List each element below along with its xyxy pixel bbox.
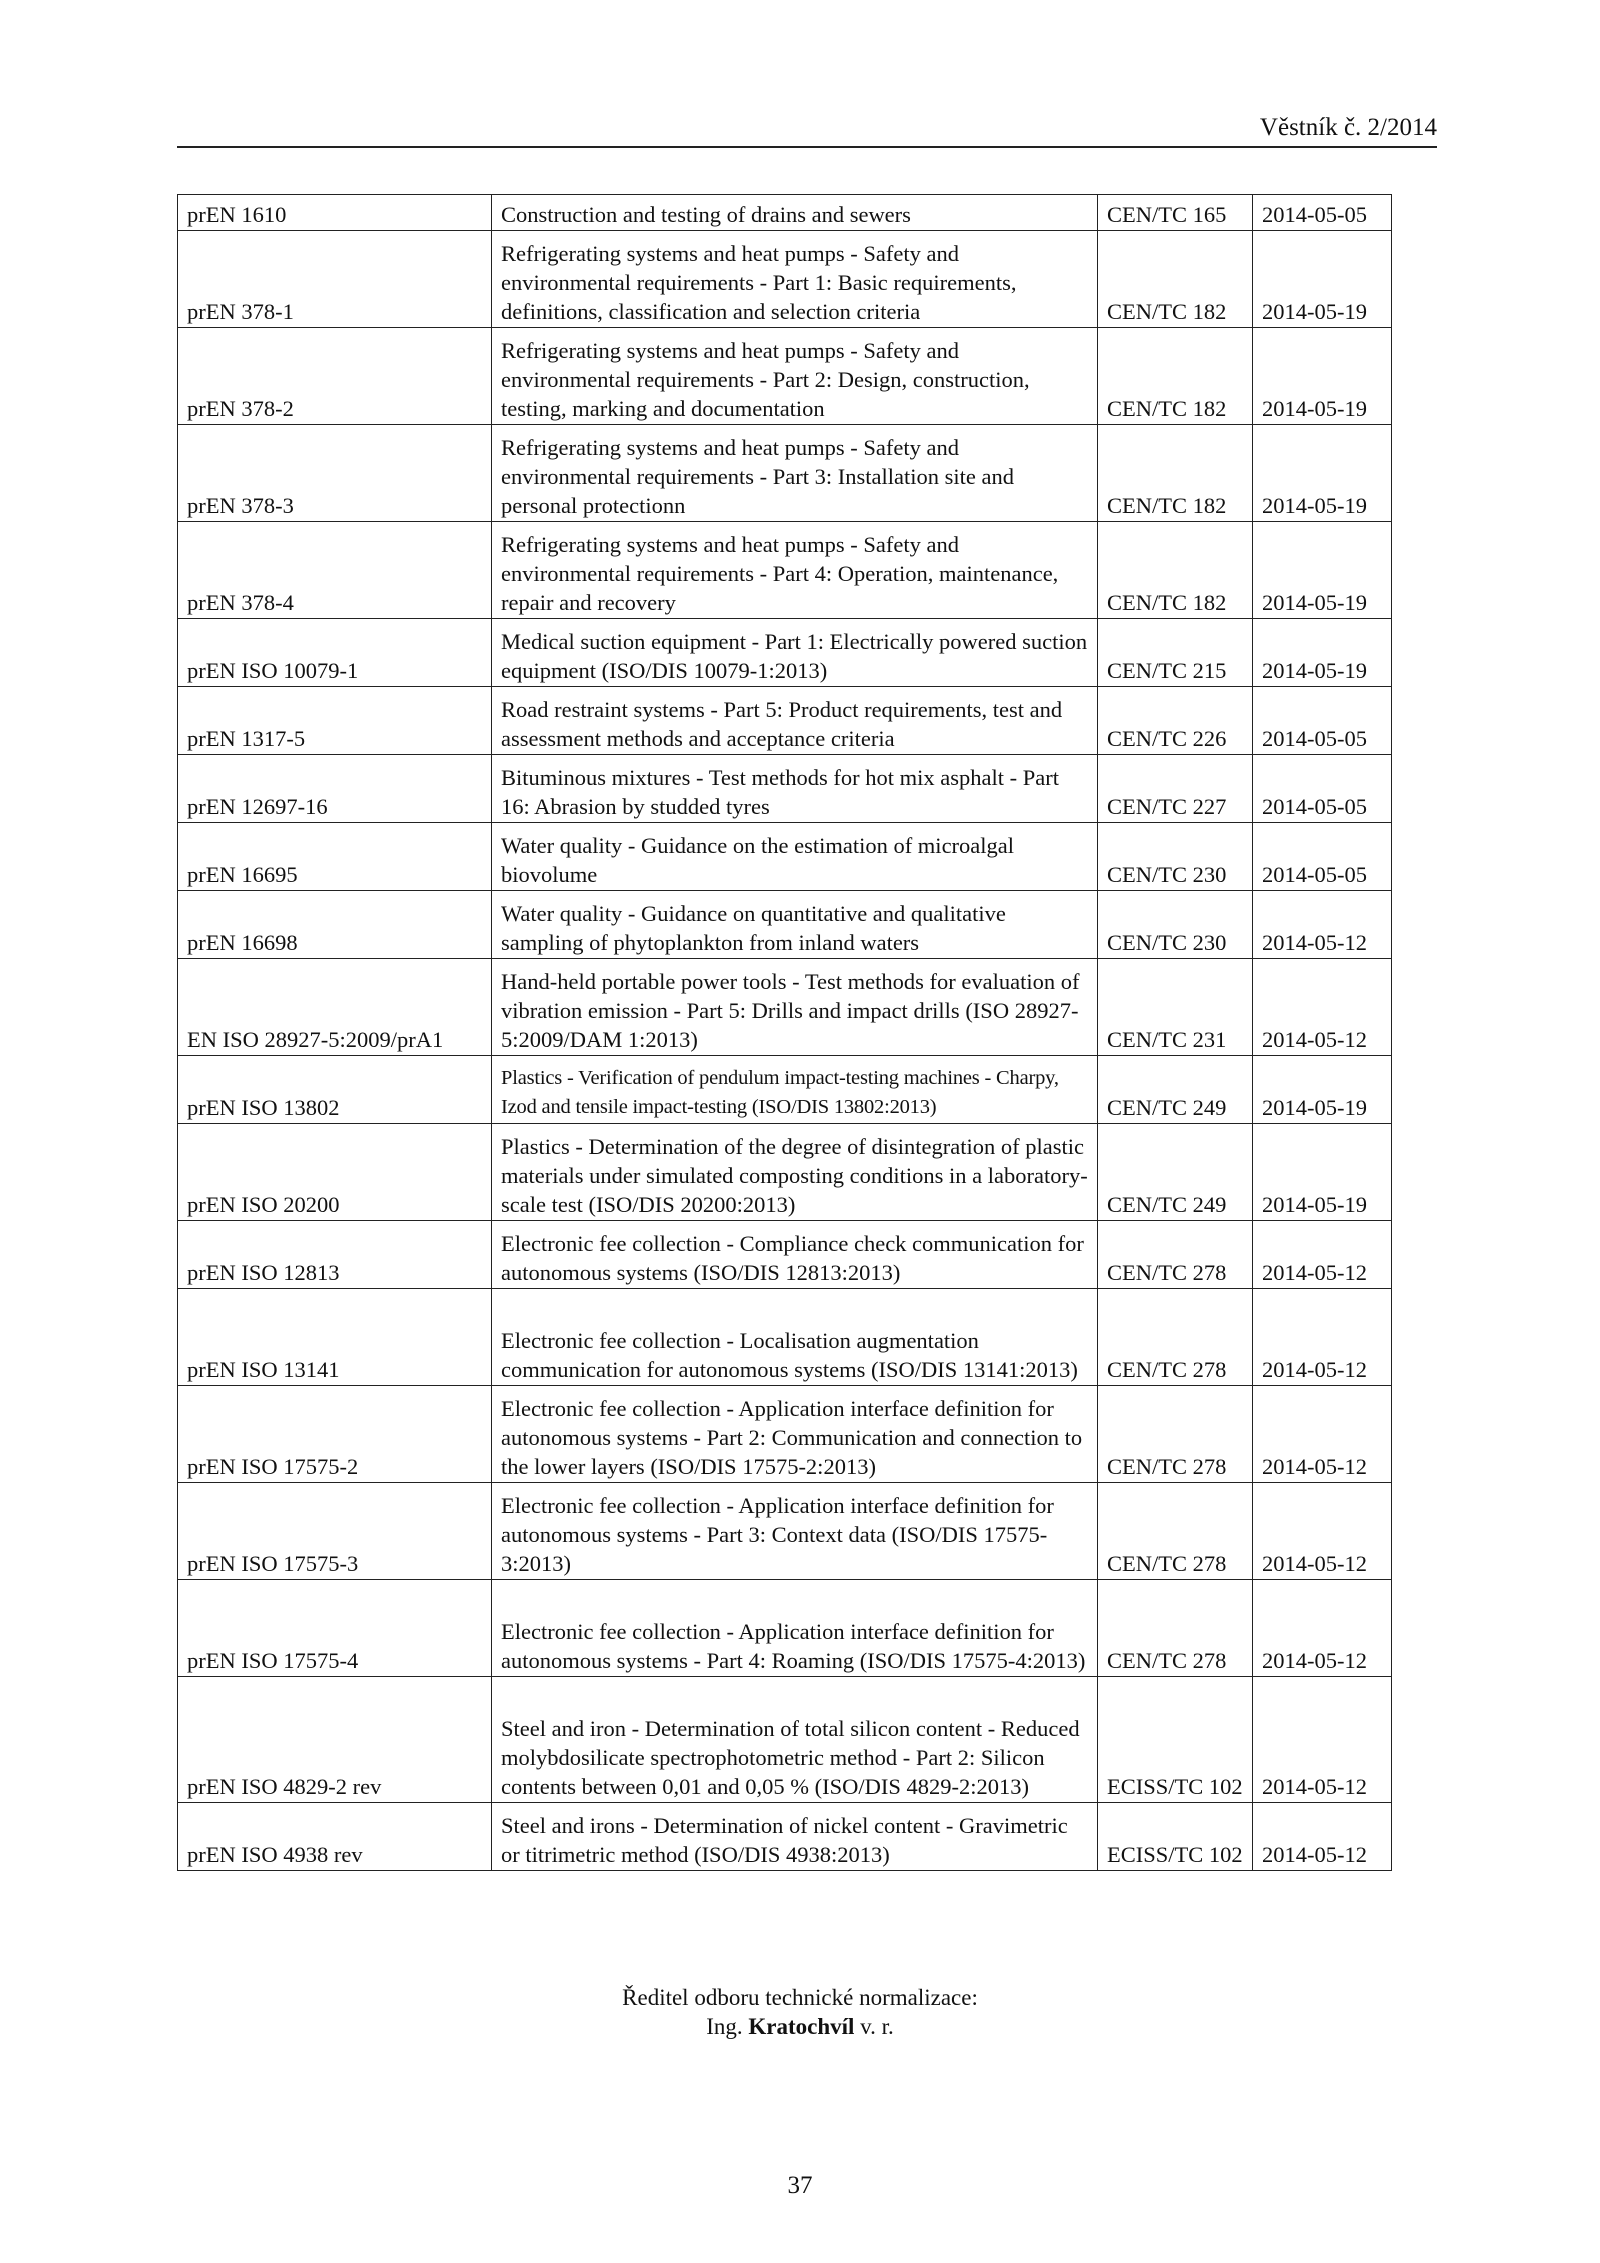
technical-committee: CEN/TC 182 [1098, 425, 1253, 522]
table-row [178, 328, 1392, 425]
table-row [178, 1677, 1392, 1803]
deadline-date: 2014-05-19 [1253, 1124, 1392, 1221]
technical-committee: CEN/TC 227 [1098, 755, 1253, 823]
deadline-date: 2014-05-05 [1253, 195, 1392, 231]
standard-code: prEN ISO 12813 [178, 1221, 492, 1289]
technical-committee: CEN/TC 249 [1098, 1124, 1253, 1221]
deadline-date: 2014-05-19 [1253, 231, 1392, 328]
table-row [178, 1483, 1392, 1580]
standard-code: prEN ISO 10079-1 [178, 619, 492, 687]
standard-title: Plastics - Determination of the degree of disintegration of plastic materials under simulated composting conditions in a laboratory-scale test (ISO/DIS 20200:2013) [492, 1124, 1098, 1221]
standard-code: EN ISO 28927-5:2009/prA1 [178, 959, 492, 1056]
page-header [177, 108, 1437, 148]
deadline-date: 2014-05-19 [1253, 1056, 1392, 1124]
technical-committee: CEN/TC 230 [1098, 891, 1253, 959]
deadline-date: 2014-05-12 [1253, 1677, 1392, 1803]
table-row [178, 522, 1392, 619]
deadline-date: 2014-05-05 [1253, 755, 1392, 823]
table-row [178, 891, 1392, 959]
technical-committee: ECISS/TC 102 [1098, 1677, 1253, 1803]
standard-title: Steel and irons - Determination of nickel content - Gravimetric or titrimetric method (ISO/DIS 4938:2013) [492, 1803, 1098, 1871]
standard-title: Bituminous mixtures - Test methods for hot mix asphalt - Part 16: Abrasion by studded tyres [492, 755, 1098, 823]
technical-committee: CEN/TC 165 [1098, 195, 1253, 231]
standard-title: Plastics - Verification of pendulum impact-testing machines - Charpy, Izod and tensile impact-testing (ISO/DIS 13802:2013) [492, 1056, 1098, 1124]
standard-code: prEN ISO 4938 rev [178, 1803, 492, 1871]
signatory-prefix: Ing. [706, 2014, 743, 2039]
standard-code: prEN 1317-5 [178, 687, 492, 755]
standard-code: prEN ISO 17575-2 [178, 1386, 492, 1483]
deadline-date: 2014-05-12 [1253, 959, 1392, 1056]
standard-code: prEN ISO 20200 [178, 1124, 492, 1221]
technical-committee: CEN/TC 215 [1098, 619, 1253, 687]
deadline-date: 2014-05-12 [1253, 1803, 1392, 1871]
standard-title: Electronic fee collection - Application interface definition for autonomous systems - Part 4: Roaming (ISO/DIS 17575-4:2013) [492, 1580, 1098, 1677]
deadline-date: 2014-05-12 [1253, 1289, 1392, 1386]
table-row [178, 1386, 1392, 1483]
standard-title: Hand-held portable power tools - Test methods for evaluation of vibration emission - Part 5: Drills and impact drills (ISO 28927-5:2009/DAM 1:2013) [492, 959, 1098, 1056]
bulletin-title: Věstník č. 2/2014 [1259, 114, 1437, 141]
deadline-date: 2014-05-12 [1253, 891, 1392, 959]
standard-title: Electronic fee collection - Localisation augmentation communication for autonomous systems (ISO/DIS 13141:2013) [492, 1289, 1098, 1386]
signatory-role: Ředitel odboru technické normalizace: [622, 1985, 978, 2010]
technical-committee: ECISS/TC 102 [1098, 1803, 1253, 1871]
standard-title: Refrigerating systems and heat pumps - Safety and environmental requirements - Part 3: Installation site and personal protectionn [492, 425, 1098, 522]
signatory-suffix: v. r. [860, 2014, 894, 2039]
standard-title: Medical suction equipment - Part 1: Electrically powered suction equipment (ISO/DIS 10079-1:2013) [492, 619, 1098, 687]
table-row [178, 195, 1392, 231]
deadline-date: 2014-05-12 [1253, 1580, 1392, 1677]
standard-code: prEN ISO 17575-3 [178, 1483, 492, 1580]
table-row [178, 1289, 1392, 1386]
standard-code: prEN ISO 17575-4 [178, 1580, 492, 1677]
technical-committee: CEN/TC 278 [1098, 1221, 1253, 1289]
standard-title: Construction and testing of drains and sewers [492, 195, 1098, 231]
table-row [178, 1580, 1392, 1677]
standard-title: Water quality - Guidance on the estimation of microalgal biovolume [492, 823, 1098, 891]
technical-committee: CEN/TC 278 [1098, 1386, 1253, 1483]
standard-title: Electronic fee collection - Application interface definition for autonomous systems - Part 2: Communication and connection to the lower layers (ISO/DIS 17575-2:2013) [492, 1386, 1098, 1483]
deadline-date: 2014-05-19 [1253, 328, 1392, 425]
standards-table [177, 194, 1392, 1871]
technical-committee: CEN/TC 182 [1098, 231, 1253, 328]
table-row [178, 687, 1392, 755]
standard-code: prEN 16695 [178, 823, 492, 891]
technical-committee: CEN/TC 249 [1098, 1056, 1253, 1124]
table-row [178, 619, 1392, 687]
standard-title: Electronic fee collection - Compliance check communication for autonomous systems (ISO/DIS 12813:2013) [492, 1221, 1098, 1289]
deadline-date: 2014-05-19 [1253, 425, 1392, 522]
technical-committee: CEN/TC 226 [1098, 687, 1253, 755]
standard-code: prEN ISO 13141 [178, 1289, 492, 1386]
deadline-date: 2014-05-05 [1253, 823, 1392, 891]
technical-committee: CEN/TC 278 [1098, 1580, 1253, 1677]
table-row [178, 425, 1392, 522]
standard-title: Refrigerating systems and heat pumps - Safety and environmental requirements - Part 2: Design, construction, testing, marking and documentation [492, 328, 1098, 425]
standard-code: prEN 16698 [178, 891, 492, 959]
deadline-date: 2014-05-05 [1253, 687, 1392, 755]
signatory-name: Kratochvíl [748, 2014, 855, 2039]
standard-code: prEN 378-3 [178, 425, 492, 522]
deadline-date: 2014-05-12 [1253, 1221, 1392, 1289]
technical-committee: CEN/TC 278 [1098, 1289, 1253, 1386]
deadline-date: 2014-05-19 [1253, 522, 1392, 619]
standard-code: prEN 12697-16 [178, 755, 492, 823]
deadline-date: 2014-05-19 [1253, 619, 1392, 687]
standard-title: Refrigerating systems and heat pumps - Safety and environmental requirements - Part 4: Operation, maintenance, repair and recovery [492, 522, 1098, 619]
standard-code: prEN 378-4 [178, 522, 492, 619]
technical-committee: CEN/TC 182 [1098, 328, 1253, 425]
deadline-date: 2014-05-12 [1253, 1386, 1392, 1483]
standard-title: Road restraint systems - Part 5: Product requirements, test and assessment methods and acceptance criteria [492, 687, 1098, 755]
standard-title: Electronic fee collection - Application interface definition for autonomous systems - Part 3: Context data (ISO/DIS 17575-3:2013) [492, 1483, 1098, 1580]
table-row [178, 231, 1392, 328]
standard-title: Steel and iron - Determination of total silicon content - Reduced molybdosilicate spectrophotometric method - Part 2: Silicon contents between 0,01 and 0,05 % (ISO/DIS 4829-2:2013) [492, 1677, 1098, 1803]
signature-block [0, 1983, 1600, 2041]
standard-code: prEN ISO 4829-2 rev [178, 1677, 492, 1803]
standard-code: prEN 378-2 [178, 328, 492, 425]
table-row [178, 1221, 1392, 1289]
technical-committee: CEN/TC 182 [1098, 522, 1253, 619]
table-row [178, 755, 1392, 823]
standard-code: prEN ISO 13802 [178, 1056, 492, 1124]
technical-committee: CEN/TC 230 [1098, 823, 1253, 891]
signatory-line [0, 2012, 1600, 2041]
page-number: 37 [787, 2172, 813, 2199]
standard-title: Water quality - Guidance on quantitative and qualitative sampling of phytoplankton from inland waters [492, 891, 1098, 959]
table-row [178, 1124, 1392, 1221]
technical-committee: CEN/TC 278 [1098, 1483, 1253, 1580]
standard-code: prEN 378-1 [178, 231, 492, 328]
standard-title: Refrigerating systems and heat pumps - Safety and environmental requirements - Part 1: Basic requirements, definitions, classification and selection criteria [492, 231, 1098, 328]
table-row [178, 1056, 1392, 1124]
table-row [178, 1803, 1392, 1871]
table-row [178, 959, 1392, 1056]
table-row [178, 823, 1392, 891]
technical-committee: CEN/TC 231 [1098, 959, 1253, 1056]
standard-code: prEN 1610 [178, 195, 492, 231]
deadline-date: 2014-05-12 [1253, 1483, 1392, 1580]
